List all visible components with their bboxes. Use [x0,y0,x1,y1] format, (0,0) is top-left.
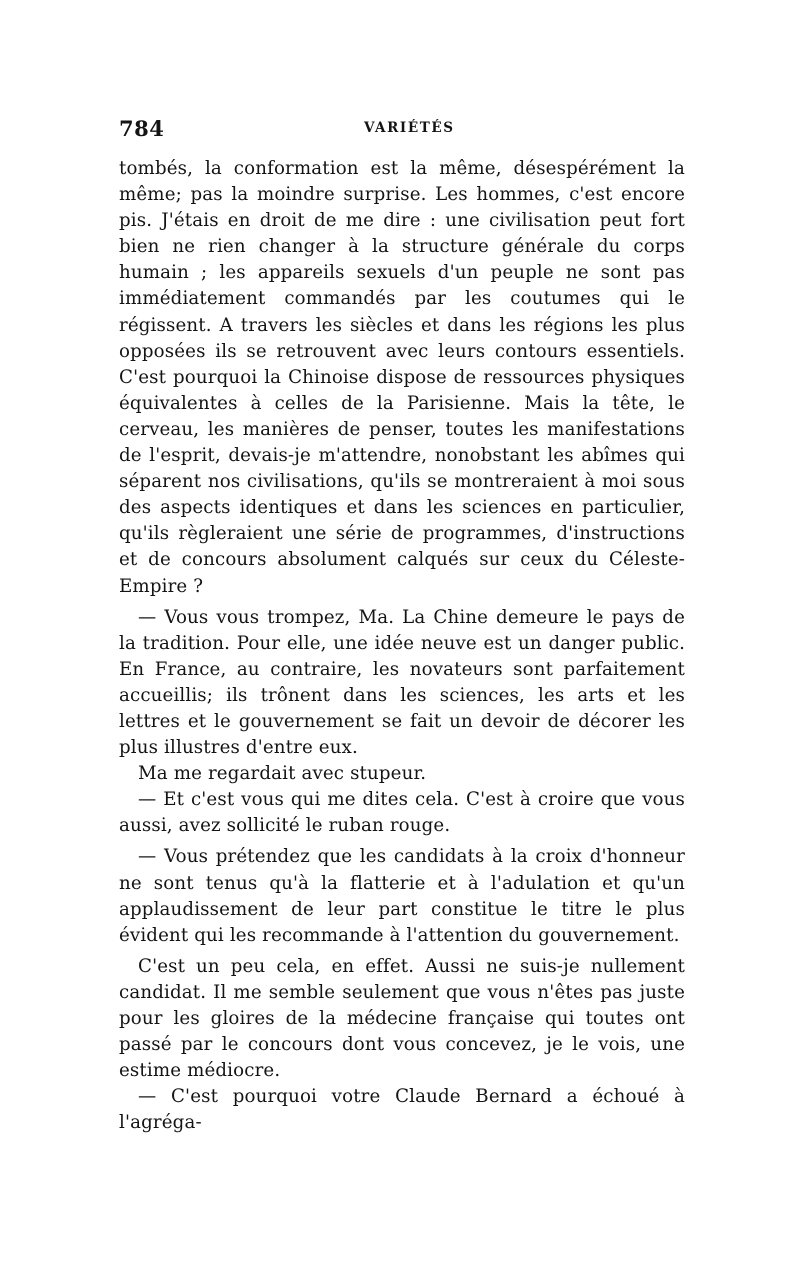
paragraph-1: tombés, la conformation est la même, désespérément la même; pas la moindre surprise. Les hommes, c'est encore pis. J'étais en droit de me dire : une civilisation peut fort bien ne rien changer à la structure générale du corps humain ; les appareils sexuels d'un peuple ne sont pas immédiatement commandés par les coutumes qui le régissent. A travers les siècles et dans les régions les plus opposées ils se retrouvent avec leurs contours essentiels. C'est pourquoi la Chinoise dispose de ressources physiques équivalentes à celles de la Parisienne. Mais la tête, le cerveau, les manières de penser, toutes les manifestations de l'esprit, devais-je m'attendre, nonobstant les abîmes qui séparent nos civilisations, qu'ils se montreraient à moi sous des aspects identiques et dans les sciences en particulier, qu'ils règleraient une série de programmes, d'instructions et de concours absolument calqués sur ceux du Céleste-Empire ? [119,158,685,597]
running-head: VARIÉTÉS [364,120,455,136]
paragraph-3: Ma me regardait avec stupeur. [138,763,427,785]
paragraph-6: C'est un peu cela, en effet. Aussi ne suis-je nullement candidat. Il me semble seulement que vous n'êtes pas juste pour les gloires de la médecine française qui toutes ont passé par le concours dont vous concevez, je le vois, une estime médiocre. [119,955,685,1082]
paragraph-4: — Et c'est vous qui me dites cela. C'est à croire que vous aussi, avez sollicité le ruban rouge. [119,789,685,837]
paragraph-5: — Vous prétendez que les candidats à la croix d'honneur ne sont tenus qu'à la flatterie et à l'adulation et qu'un applaudissement de leur part constitue le titre le plus évident qui les recommande à l'attention du gouvernement. [119,846,685,946]
page-number: 784 [119,116,165,141]
body-text [119,156,685,1136]
paragraph-7: — C'est pourquoi votre Claude Bernard a échoué à l'agréga- [119,1086,685,1134]
paragraph-2: — Vous vous trompez, Ma. La Chine demeure le pays de la tradition. Pour elle, une idée neuve est un danger public. En France, au contraire, les novateurs sont parfaitement accueillis; ils trônent dans les sciences, les arts et les lettres et le gouvernement se fait un devoir de décorer les plus illustres d'entre eux. [119,606,685,759]
page-header [119,116,681,146]
